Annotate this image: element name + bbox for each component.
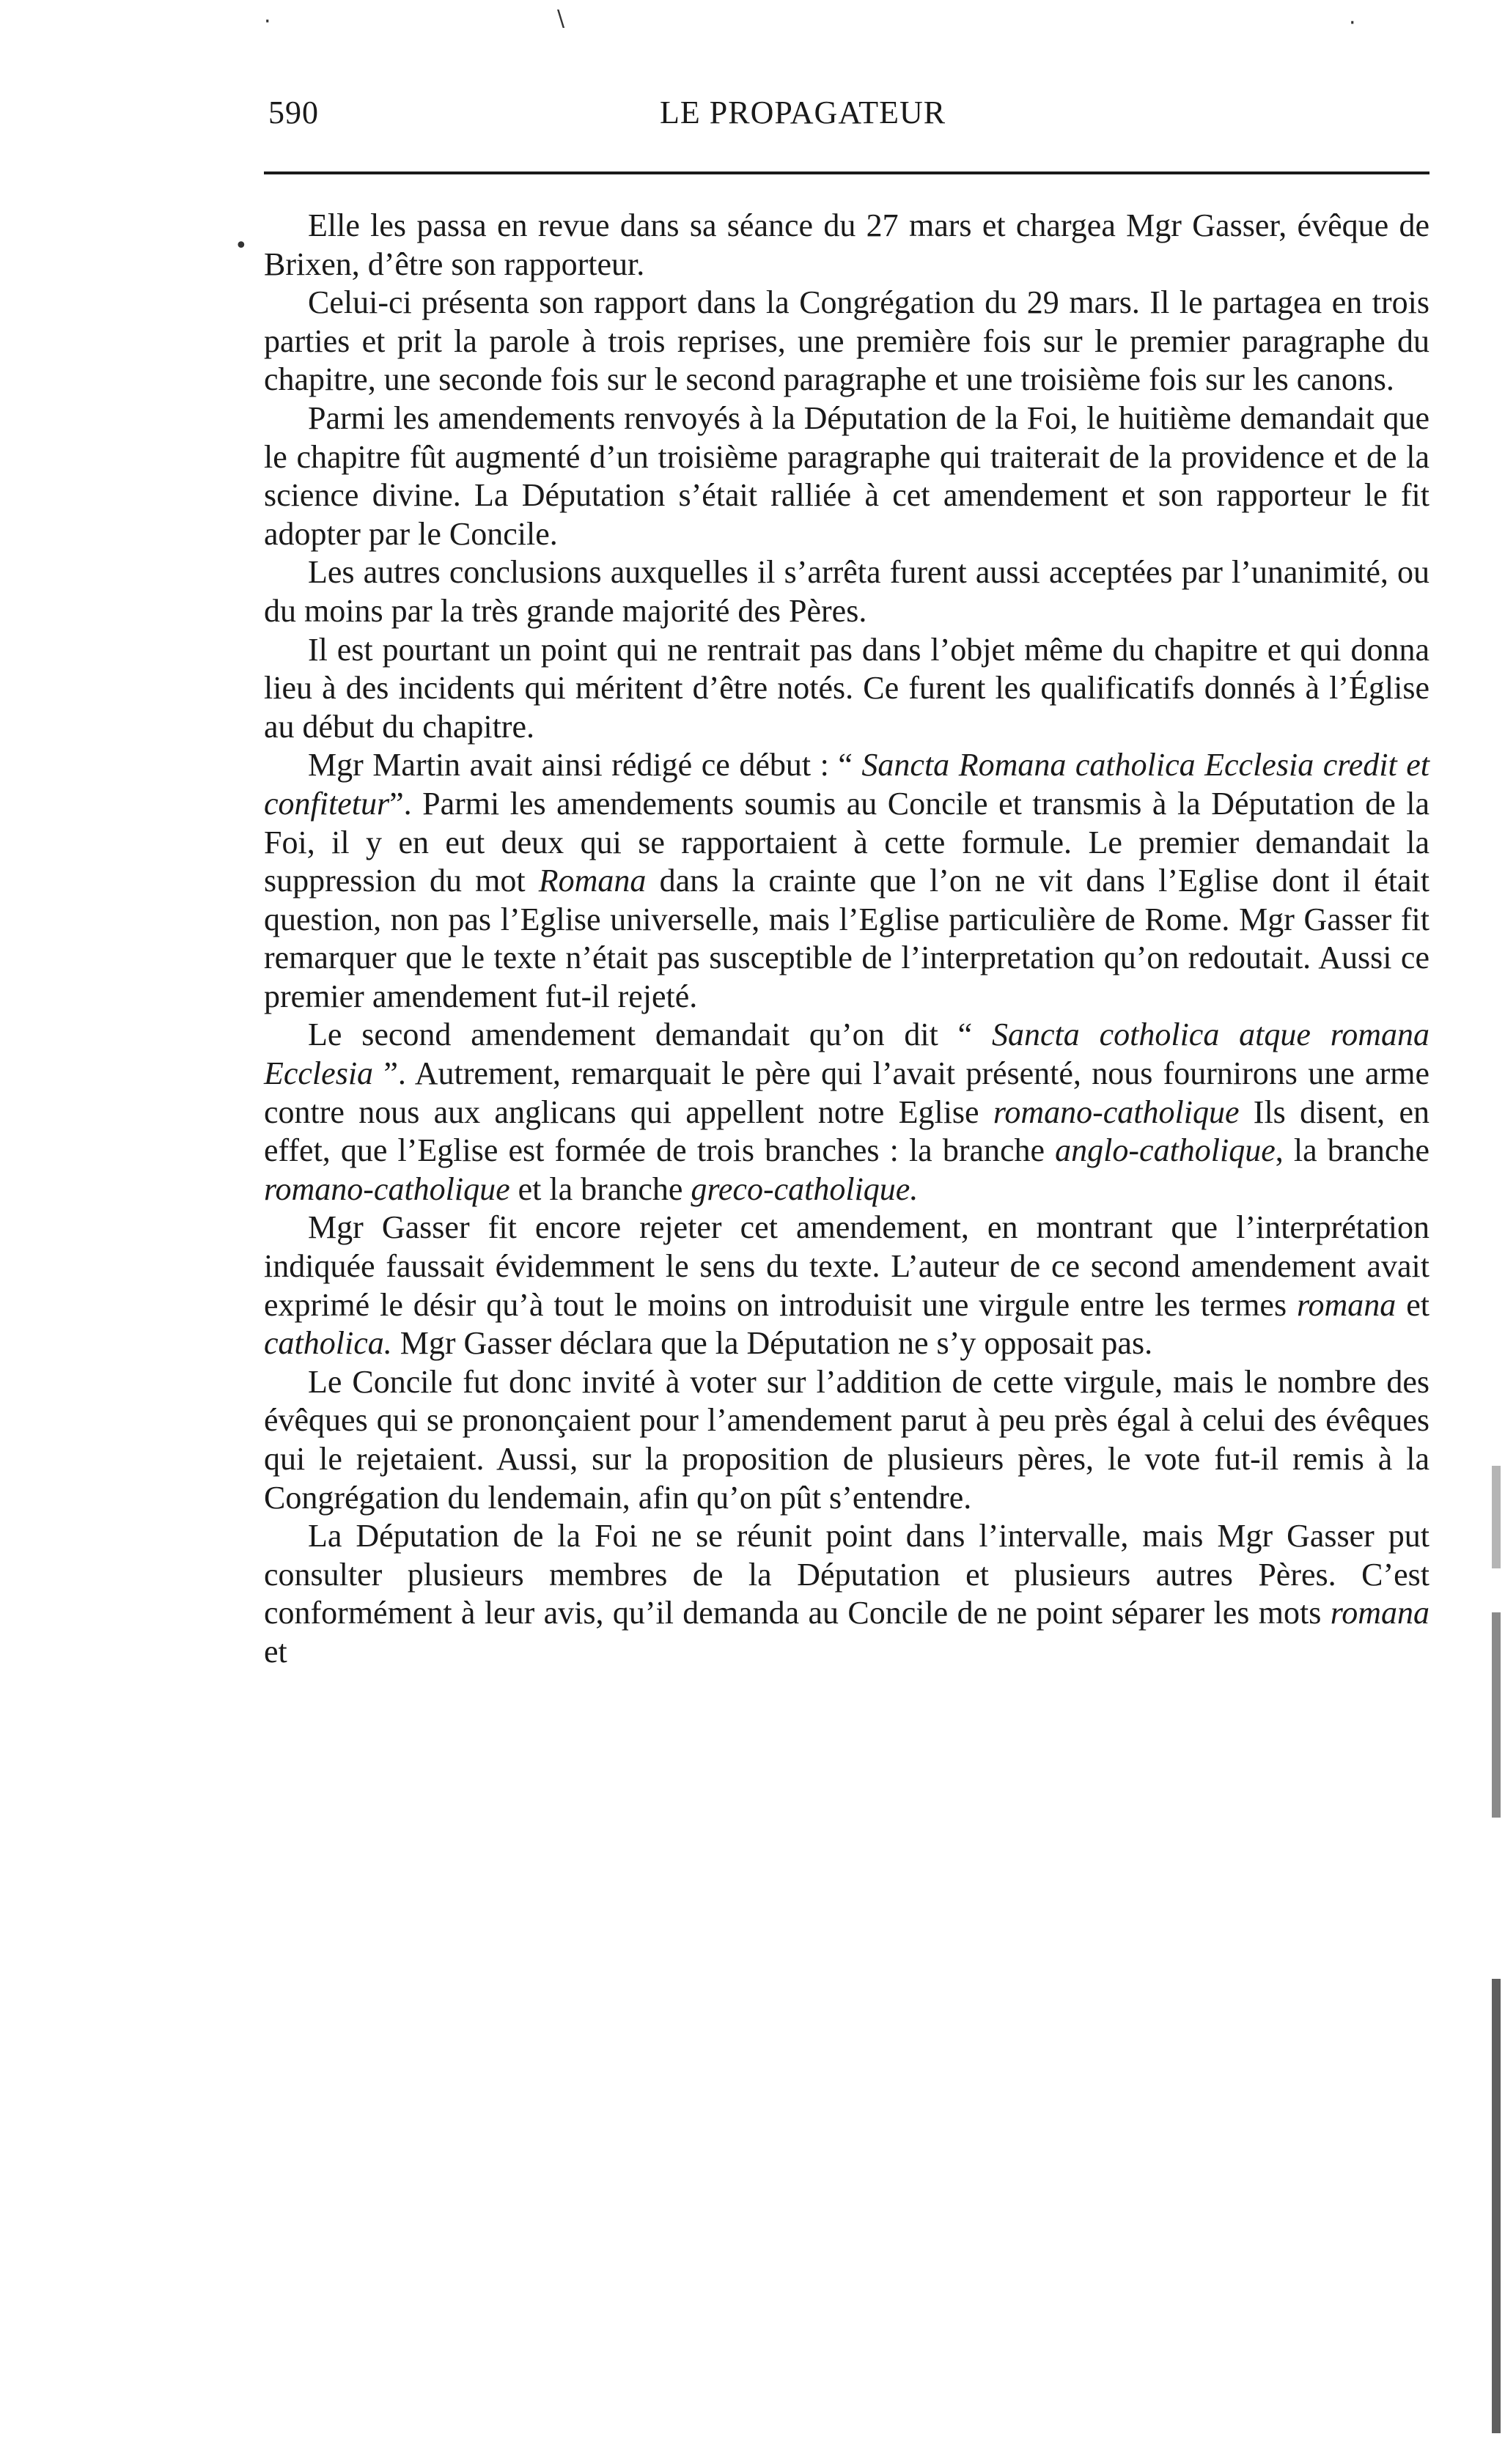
scan-speck: · xyxy=(1349,10,1356,36)
text-run: La Députation de la Foi ne se réunit point dans l’intervalle, mais Mgr Gasser put consulter plusieurs membres de la Députation et plusieurs autres Pères. C’est conformément à leur avis, qu’il demanda au Concile de ne point séparer les mots xyxy=(264,1518,1429,1631)
text-run: et xyxy=(264,1633,287,1670)
text-run: ”. Autrement, remarquait le père qui l’avait présenté, nous fournirons une arme contre nous aux anglicans qui appellent notre Eglise xyxy=(264,1055,1429,1130)
text-run: Les autres conclusions auxquelles il s’arrêta furent aussi acceptées par l’unanimité, ou du moins par la très grande majorité des Pères. xyxy=(264,554,1429,629)
italic-run: Sancta cotholica atque romana Ecclesia xyxy=(264,1017,1429,1092)
paragraph xyxy=(264,553,1429,630)
italic-run: Romana xyxy=(538,863,647,899)
scan-edge-speckle xyxy=(1492,1612,1501,1818)
italic-run: greco-catholique. xyxy=(691,1170,919,1207)
scan-speck: \ xyxy=(557,6,565,32)
paragraph xyxy=(264,1016,1429,1209)
italic-run: Sancta Romana catholica Ecclesia credit et confitetur xyxy=(264,747,1430,822)
paragraph xyxy=(264,1209,1429,1362)
italic-run: romana xyxy=(1297,1286,1397,1323)
scan-edge-speckle xyxy=(1492,1466,1501,1568)
text-run: dans la crainte que l’on ne vit dans l’Eglise dont il était question, non pas l’Eglise universelle, mais l’Eglise particulière de Rome. Mgr Gasser fit remarquer que le texte n’était pas susceptible de l’interpretation qu’on redoutait. Aussi ce premier amendement fut-il rejeté. xyxy=(264,863,1429,1014)
text-run: Mgr Gasser déclara que la Députation ne s’y opposait pas. xyxy=(391,1325,1153,1362)
text-run: Mgr Martin avait ainsi rédigé ce début : “ xyxy=(308,747,862,783)
paragraph xyxy=(264,631,1429,747)
text-run: et la branche xyxy=(509,1170,691,1207)
text-run: Ils disent, en effet, que l’Eglise est formée de trois branches : la branche xyxy=(264,1093,1429,1169)
running-title: LE PROPAGATEUR xyxy=(660,95,946,130)
header-rule xyxy=(264,171,1429,174)
paragraph xyxy=(264,746,1429,1016)
italic-run: anglo-catholique xyxy=(1055,1132,1276,1169)
paragraph xyxy=(264,1363,1429,1517)
paragraph xyxy=(264,207,1429,284)
text-run: , la branche xyxy=(1275,1132,1429,1169)
page-header xyxy=(264,94,1429,138)
text-run: et xyxy=(1396,1286,1429,1323)
italic-run: catholica. xyxy=(264,1325,392,1362)
text-run: Celui-ci présenta son rapport dans la Congrégation du 29 mars. Il le partagea en trois parties et prit la parole à trois reprises, une première fois sur le premier paragraphe du chapitre, une seconde fois sur le second paragraphe et une troisième fois sur les canons. xyxy=(264,284,1429,398)
scan-speck: · xyxy=(264,9,271,34)
text-run: ”. Parmi les amendements soumis au Concile et transmis à la Députation de la Foi, il y en eut deux qui se rapportaient à cette formule. Le premier demandait la suppression du mot xyxy=(264,785,1429,899)
text-run: Le Concile fut donc invité à voter sur l’addition de cette virgule, mais le nombre des évêques qui se prononçaient pour l’amendement parut à peu près égal à celui des évêques qui le rejetaient. Aussi, sur la proposition de plusieurs pères, le vote fut-il remis à la Congrégation du lendemain, afin qu’on pût s’entendre. xyxy=(264,1363,1429,1516)
italic-run: romana xyxy=(1330,1595,1429,1631)
paragraph xyxy=(264,399,1429,553)
scan-edge-speckle xyxy=(1492,1979,1501,2433)
text-run: Elle les passa en revue dans sa séance du 27 mars et chargea Mgr Gasser, évêque de Brixen, d’être son rapporteur. xyxy=(264,207,1429,282)
paragraph xyxy=(264,1517,1429,1671)
italic-run: romano-catholique xyxy=(993,1093,1240,1130)
text-run: Parmi les amendements renvoyés à la Députation de la Foi, le huitième demandait que le chapitre fût augmenté d’un troisième paragraphe qui traiterait de la providence et de la science divine. La Députation s’était ralliée à cet amendement et son rapporteur le fit adopter par le Concile. xyxy=(264,399,1429,552)
paragraph xyxy=(264,284,1429,399)
text-run: Il est pourtant un point qui ne rentrait pas dans l’objet même du chapitre et qui donna lieu à des incidents qui méritent d’être notés. Ce furent les qualificatifs donnés à l’Église au début du chapitre. xyxy=(264,631,1429,745)
italic-run: romano-catholique xyxy=(264,1170,510,1207)
text-run: Mgr Gasser fit encore rejeter cet amendement, en montrant que l’interprétation indiquée faussait évidemment le sens du texte. L’auteur de ce second amendement avait exprimé le désir qu’à tout le moins on introduisit une virgule entre les termes xyxy=(264,1209,1429,1323)
margin-bullet: • xyxy=(235,233,248,259)
page-number: 590 xyxy=(268,95,319,130)
text-run: Le second amendement demandait qu’on dit “ xyxy=(308,1017,993,1053)
body-text xyxy=(264,207,1429,1672)
